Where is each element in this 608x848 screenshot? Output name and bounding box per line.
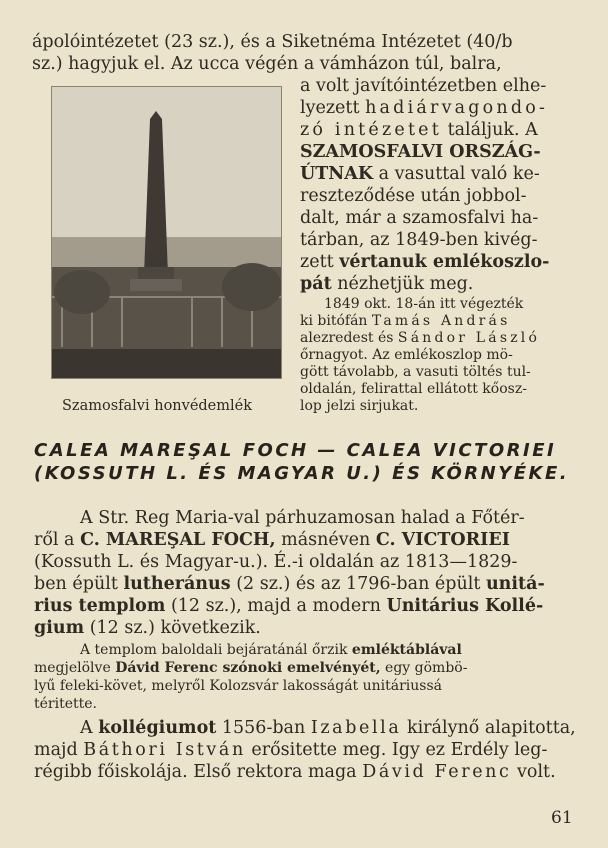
text-line <box>300 347 513 364</box>
text-span: alezredest és <box>300 330 394 346</box>
text-span: lyű feleki-követ, melyről Kolozsvár lakosságát unitáriussá <box>34 678 443 694</box>
text-line <box>34 762 556 782</box>
bold-text: Unitárius Kollé- <box>386 596 544 616</box>
text-line <box>300 120 538 140</box>
text-span: régibb főiskolája. Első rektora maga <box>34 762 357 782</box>
text-line <box>300 76 546 96</box>
text-line <box>80 718 576 738</box>
text-span: másnéven <box>281 530 371 550</box>
text-span: dalt, már a szamosfalvi ha- <box>300 208 539 228</box>
text-span: ben épült <box>34 574 118 594</box>
text-line <box>34 574 545 594</box>
text-span: majd <box>34 740 78 760</box>
text-line <box>300 208 538 228</box>
text-span: (12 sz.), majd a modern <box>170 596 381 616</box>
text-line-2: sz.) hagyjuk el. Az ucca végén a vámházon túl, balra, <box>32 54 502 74</box>
text-span: 1556-ban <box>221 718 306 738</box>
text-span: reszteződése után jobbol- <box>300 186 527 206</box>
text-line <box>34 660 467 677</box>
bold-text: kollégiumot <box>98 718 217 738</box>
text-span: lyezett <box>300 98 360 118</box>
text-span: zett <box>300 252 334 272</box>
text-span: őrnagyot. Az emlékoszlop mö- <box>300 347 513 363</box>
memorial-photo <box>51 86 282 379</box>
bold-text: ÚTNAK <box>300 164 374 184</box>
bold-text: emléktáblával <box>351 642 462 658</box>
bold-text: Dávid Ferenc szónoki emelvényét, <box>115 660 381 676</box>
spaced-text: Báthori István <box>83 740 246 760</box>
text-span: nézhetjük meg. <box>337 274 474 294</box>
text-line <box>300 252 549 272</box>
spaced-text: Sándor László <box>397 330 541 346</box>
text-line <box>300 98 548 118</box>
text-line <box>34 618 261 638</box>
text-span: megjelölve <box>34 660 111 676</box>
text-line <box>80 642 462 659</box>
text-line <box>324 296 523 313</box>
text-line <box>300 313 510 330</box>
text-line <box>300 164 540 184</box>
text-span: egy gömbö- <box>385 660 468 676</box>
bold-text: unitá- <box>485 574 545 594</box>
text-line <box>32 32 513 52</box>
text-line <box>300 230 537 250</box>
text-line <box>300 186 527 206</box>
text-line <box>34 530 510 550</box>
spaced-text: zó intézetet <box>300 120 442 140</box>
bold-text: gium <box>34 618 85 638</box>
text-span: erősitette meg. Igy ez Erdély leg- <box>251 740 548 760</box>
text-span: ről a <box>34 530 75 550</box>
text-span: királynő alapitotta, <box>406 718 576 738</box>
text-span: A templom baloldali bejáratánál őrzik <box>80 642 348 658</box>
text-span: találjuk. A <box>447 120 538 140</box>
bold-text: lutheránus <box>123 574 231 594</box>
photo-caption: Szamosfalvi honvédemlék <box>62 398 253 414</box>
bold-text: C. VICTORIEI <box>375 530 510 550</box>
text-line <box>300 142 541 162</box>
text-line <box>34 740 547 760</box>
text-line <box>34 596 543 616</box>
spaced-text: hadiárvagondo- <box>365 98 549 118</box>
text-span: A <box>80 718 93 738</box>
text-span: téritette. <box>34 696 97 712</box>
text-line <box>34 696 97 713</box>
bold-text: SZAMOSFALVI ORSZÁG- <box>300 142 541 162</box>
text-span: volt. <box>517 762 556 782</box>
text-span: A Str. Reg Maria-val párhuzamosan halad a Főtér- <box>80 508 525 528</box>
text-line <box>32 54 502 74</box>
text-line <box>300 398 418 415</box>
text-line <box>300 381 527 398</box>
spaced-text: Dávid Ferenc <box>362 762 512 782</box>
spaced-text: Tamás András <box>371 313 511 329</box>
text-line <box>300 330 540 347</box>
text-span: tárban, az 1849-ben kivég- <box>300 230 538 250</box>
bold-text: rius templom <box>34 596 166 616</box>
text-span: gött távolabb, a vasuti töltés tul- <box>300 364 531 380</box>
text-span: a volt javítóintézetben elhe- <box>300 76 547 96</box>
section-heading-line-1: CALEA MAREŞAL FOCH — CALEA VICTORIEI <box>34 440 557 461</box>
text-span: 1849 okt. 18-án itt végezték <box>324 296 524 312</box>
page-number: 61 <box>551 808 573 828</box>
text-span: lop jelzi sirjukat. <box>300 398 419 414</box>
bold-text: C. MAREŞAL FOCH, <box>80 530 276 550</box>
text-line-1: ápolóintézetet (23 sz.), és a Siketnéma Intézetet (40/b <box>32 32 513 52</box>
text-span: (Kossuth L. és Magyar-u.). É.-i oldalán az 1813—1829- <box>34 552 518 572</box>
text-line <box>34 678 442 695</box>
text-line <box>300 364 531 381</box>
obelisk-illustration <box>52 87 281 378</box>
text-line <box>34 552 517 572</box>
text-span: ki bitófán <box>300 313 368 329</box>
spaced-text: Izabella <box>310 718 402 738</box>
bold-text: pát <box>300 274 332 294</box>
text-span: (2 sz.) és az 1796-ban épült <box>236 574 481 594</box>
text-line <box>80 508 525 528</box>
text-line <box>300 274 473 294</box>
text-span: oldalán, felirattal ellátott kőosz- <box>300 381 527 397</box>
text-span: (12 sz.) következik. <box>89 618 261 638</box>
section-heading-line-2: (KOSSUTH L. ÉS MAGYAR U.) ÉS KÖRNYÉKE. <box>34 463 570 484</box>
text-span: a vasuttal való ke- <box>378 164 540 184</box>
bold-text: vértanuk emlékoszlo- <box>339 252 550 272</box>
